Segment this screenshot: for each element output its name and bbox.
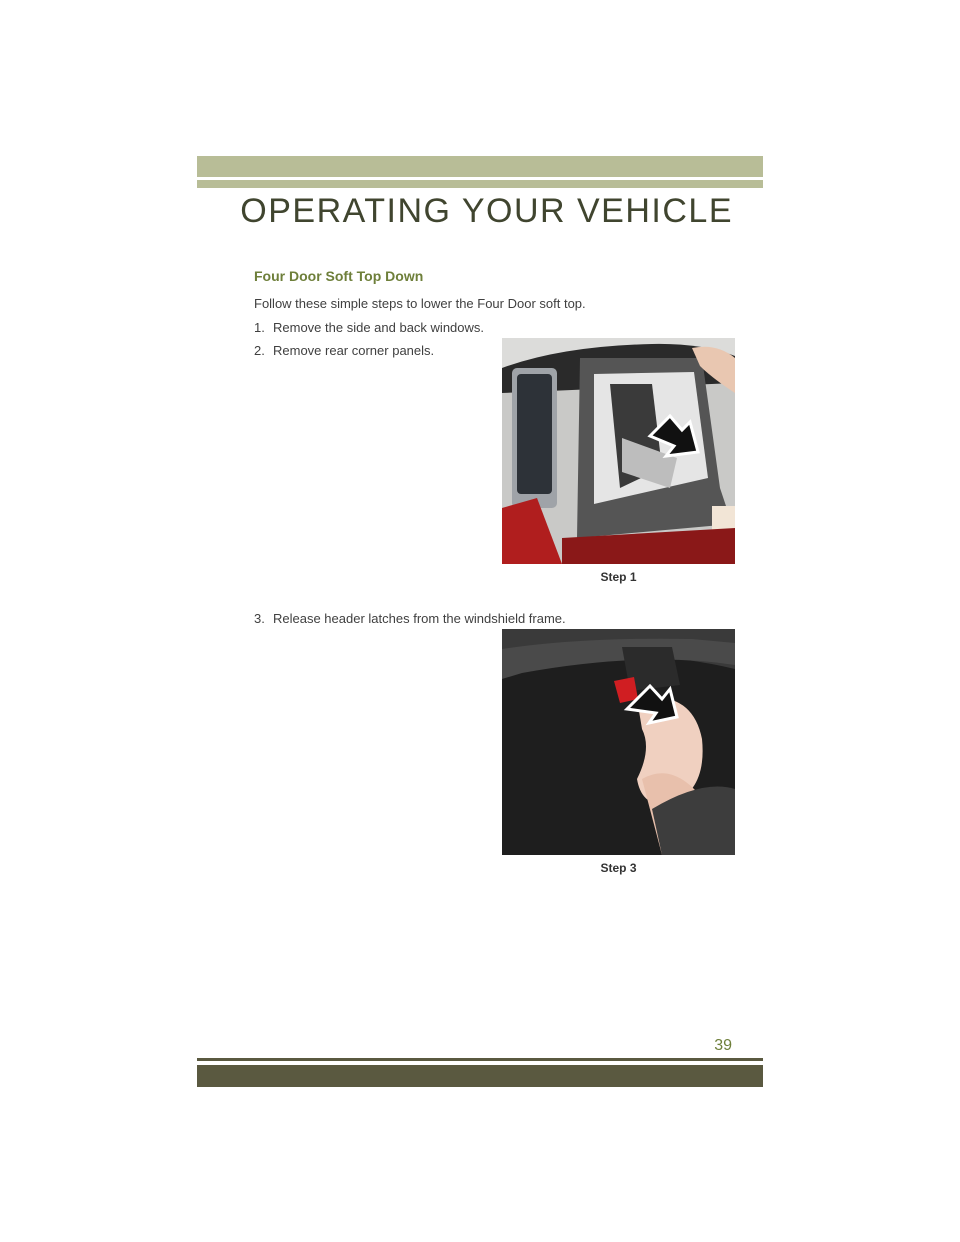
footer-rule [197,1058,763,1061]
header-band [197,156,763,177]
step-text: Remove the side and back windows. [273,320,485,335]
step-3-photo [502,629,735,855]
header-rule [197,180,763,188]
step-3-caption: Step 3 [600,861,637,875]
step-1-photo [502,338,735,564]
subheading: Four Door Soft Top Down [254,268,424,284]
step-item-1 [254,320,484,335]
footer-band [197,1065,763,1087]
intro-text: Follow these simple steps to lower the Four Door soft top. [254,296,586,311]
step-number: 3. [254,611,265,626]
step-number: 1. [254,320,265,335]
step-1-caption: Step 1 [600,570,637,584]
section-title: OPERATING YOUR VEHICLE [240,192,733,230]
step-number: 2. [254,343,265,358]
page-number: 39 [714,1037,732,1054]
step-item-2 [254,343,434,358]
step-3-illustration [502,629,735,855]
step-item-3 [254,611,566,626]
step-1-illustration [502,338,735,564]
step-text: Remove rear corner panels. [273,343,435,358]
step-text: Release header latches from the windshield frame. [273,611,566,626]
